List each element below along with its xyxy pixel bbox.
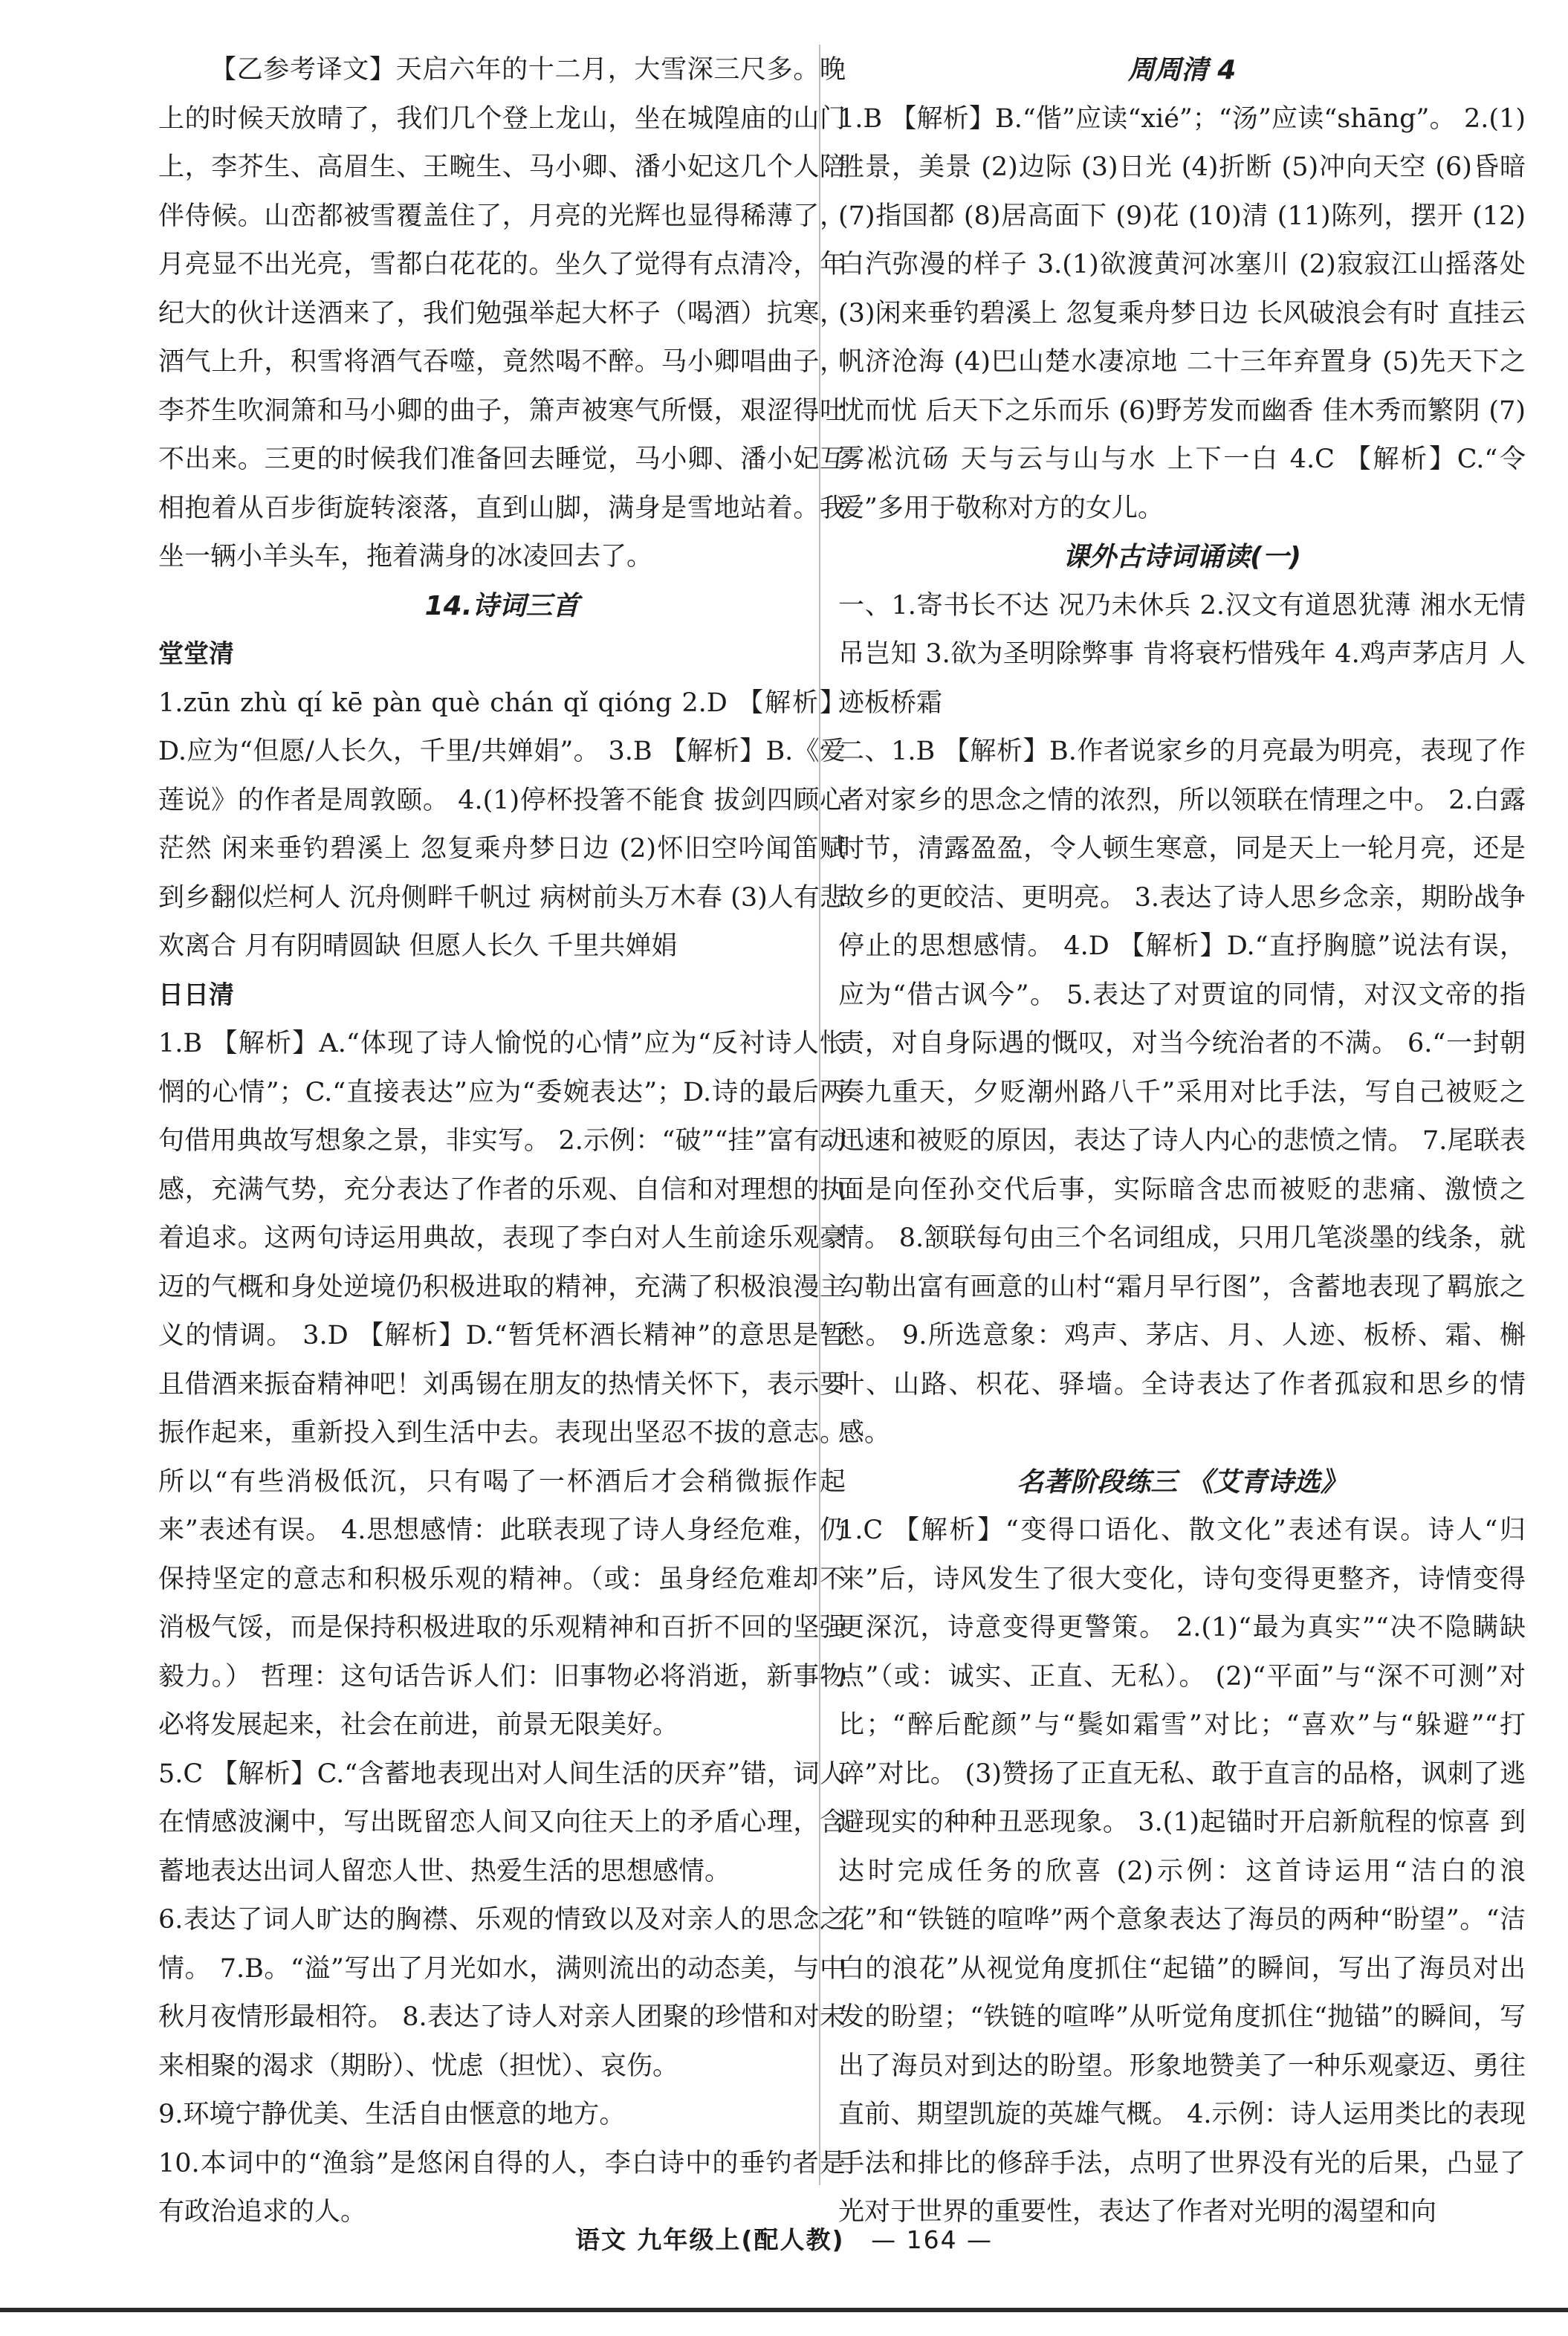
bottom-rule xyxy=(0,2308,1568,2312)
section-heading-ririqing: 日日清 xyxy=(158,980,234,1010)
translation-paragraph: 【乙参考译文】天启六年的十二月，大雪深三尺多。晚上的时候天放晴了，我们几个登上龙山，坐在城隍庙的山门上，李芥生、高眉生、王畹生、马小卿、潘小妃这几个人陪伴侍候。山峦都被雪覆盖住了，月亮的光辉也显得稀薄了，月亮显不出光亮，雪都白花花的。坐久了觉得有点清冷，年纪大的伙计送酒来了，我们勉强举起大杯子（喝酒）抗寒，酒气上升，积雪将酒气吞噬，竟然喝不醉。马小卿唱曲子，李芥生吹洞箫和马小卿的曲子，箫声被寒气所慑，艰涩得吐不出来。三更的时候我们准备回去睡觉，马小卿、潘小妃互相抱着从百步街旋转滚落，直到山脚，满身是雪地站着。我坐一辆小羊头车，拖着满身的冰凌回去了。 xyxy=(158,55,846,572)
right-column xyxy=(838,46,1526,2237)
answer-block: 1.B 【解析】B.“偕”应读“xié”；“汤”应读“shāng”。 2.(1)胜景，美景 (2)边际 (3)日光 (4)折断 (5)冲向天空 (6)昏暗 (7)指国都 (8)居高面下 (9)花 (10)清 (11)陈列，摆开 (12)白汽弥漫的样子 3.(1)欲渡黄河冰塞川 (2)寂寂江山摇落处 (3)闲来垂钓碧溪上 忽复乘舟梦日边 长风破浪会有时 直挂云帆济沧海 (4)巴山楚水凄凉地 二十三年弃置身 (5)先天下之忧而忧 后天下之乐而乐 (6)野芳发而幽香 佳木秀而繁阴 (7)雾凇沆砀 天与云与山与水 上下一白 4.C 【解析】C.“令爱”多用于敬称对方的女儿。 xyxy=(838,103,1526,523)
left-column xyxy=(158,46,846,2237)
answer-block: 5.C 【解析】C.“含蓄地表现出对人间生活的厌弃”错，词人在情感波澜中，写出既留恋人间又向往天上的矛盾心理，含蓄地表达出词人留恋人世、热爱生活的思想感情。 xyxy=(158,1759,846,1886)
answer-block: 9.环境宁静优美、生活自由惬意的地方。 xyxy=(158,2100,626,2129)
lesson-title: 14.诗词三首 xyxy=(424,590,580,621)
section-title-extracurricular-poems: 课外古诗词诵读(一) xyxy=(1063,542,1301,572)
answer-block: 10.本词中的“渔翁”是悠闲自得的人，李白诗中的垂钓者是有政治追求的人。 xyxy=(158,2148,846,2227)
section-title-zhouzhouqing: 周周清 4 xyxy=(1127,55,1237,85)
answer-block: 1.zūn zhù qí kē pàn què chán qǐ qióng 2.D 【解析】D.应为“但愿/人长久，千里/共婵娟”。 3.B 【解析】B.《爱莲说》的作者是周敦颐。 4.(1)停杯投箸不能食 拔剑四顾心茫然 闲来垂钓碧溪上 忽复乘舟梦日边 (2)怀旧空吟闻笛赋 到乡翻似烂柯人 沉舟侧畔千帆过 病树前头万木春 (3)人有悲欢离合 月有阴晴圆缺 但愿人长久 千里共婵娟 xyxy=(158,687,846,961)
page-number: — 164 — xyxy=(871,2225,994,2254)
section-title-classics-practice: 名著阶段练三 《艾青诗选》 xyxy=(1017,1466,1347,1498)
answer-block: 1.B 【解析】A.“体现了诗人愉悦的心情”应为“反衬诗人怅惘的心情”；C.“直接表达”应为“委婉表达”；D.诗的最后两句借用典故写想象之景，非实写。 2.示例：“破”“挂”富有动感，充满气势，充分表达了作者的乐观、自信和对理想的执着追求。这两句诗运用典故，表现了李白对人生前途乐观豪迈的气概和身处逆境仍积极进取的精神，充满了积极浪漫主义的情调。 3.D 【解析】D.“暂凭杯酒长精神”的意思是暂且借酒来振奋精神吧！刘禹锡在朋友的热情关怀下，表示要振作起来，重新投入到生活中去。表现出坚忍不拔的意志。所以“有些消极低沉，只有喝了一杯酒后才会稍微振作起来”表述有误。 4.思想感情：此联表现了诗人身经危难，仍保持坚定的意志和积极乐观的精神。（或：虽身经危难却不消极气馁，而是保持积极进取的乐观精神和百折不回的坚强毅力。） 哲理：这句话告诉人们：旧事物必将消逝，新事物必将发展起来，社会在前进，前景无限美好。 xyxy=(158,1029,846,1740)
section-heading-tangtangqing: 堂堂清 xyxy=(158,639,234,669)
answer-block: 一、1.寄书长不达 况乃未休兵 2.汉文有道恩犹薄 湘水无情吊岂知 3.欲为圣明除弊事 肯将衰朽惜残年 4.鸡声茅店月 人迹板桥霜 xyxy=(838,590,1526,718)
answer-block: 6.表达了词人旷达的胸襟、乐观的情致以及对亲人的思念之情。 7.B。“溢”写出了月光如水，满则流出的动态美，与中秋月夜情形最相符。 8.表达了诗人对亲人团聚的珍惜和对未来相聚的渴求（期盼）、忧虑（担忧）、哀伤。 xyxy=(158,1905,846,2081)
answer-block: 二、1.B 【解析】B.作者说家乡的月亮最为明亮，表现了作者对家乡的思念之情的浓烈，所以领联在情理之中。 2.白露时节，清露盈盈，令人顿生寒意，同是天上一轮月亮，还是故乡的更皎洁、更明亮。 3.表达了诗人思乡念亲，期盼战争停止的思想感情。 4.D 【解析】D.“直抒胸臆”说法有误，应为“借古讽今”。 5.表达了对贾谊的同情，对汉文帝的指责，对自身际遇的慨叹，对当今统治者的不满。 6.“一封朝奏九重天，夕贬潮州路八千”采用对比手法，写自己被贬之迅速和被贬的原因，表达了诗人内心的悲愤之情。 7.尾联表面是向侄孙交代后事，实际暗含忠而被贬的悲痛、激愤之情。 8.颔联每句由三个名词组成，只用几笔淡墨的线条，就勾勒出富有画意的山村“霜月早行图”，含蓄地表现了羁旅之愁。 9.所选意象：鸡声、茅店、月、人迹、板桥、霜、槲叶、山路、枳花、驿墙。全诗表达了作者孤寂和思乡的情感。 xyxy=(838,737,1526,1448)
answer-block: 1.C 【解析】“变得口语化、散文化”表述有误。诗人“归来”后，诗风发生了很大变化，诗句变得更整齐，诗情变得更深沉，诗意变得更警策。 2.(1)“最为真实”“决不隐瞒缺点”（或：诚实、正直、无私）。 (2)“平面”与“深不可测”对比；“醉后酡颜”与“鬓如霜雪”对比；“喜欢”与“躲避”“打碎”对比。 (3)赞扬了正直无私、敢于直言的品格，讽刺了逃避现实的种种丑恶现象。 3.(1)起锚时开启新航程的惊喜 到达时完成任务的欣喜 (2)示例：这首诗运用“洁白的浪花”和“铁链的喧哗”两个意象表达了海员的两种“盼望”。“洁白的浪花”从视觉角度抓住“起锚”的瞬间，写出了海员对出发的盼望；“铁链的喧哗”从听觉角度抓住“抛锚”的瞬间，写出了海员对到达的盼望。形象地赞美了一种乐观豪迈、勇往直前、期望凯旋的英雄气概。 4.示例：诗人运用类比的表现手法和排比的修辞手法，点明了世界没有光的后果，凸显了光对于世界的重要性，表达了作者对光明的渴望和向 xyxy=(838,1515,1526,2227)
footer-label: 语文 九年级上(配人教) xyxy=(574,2225,845,2254)
page-footer xyxy=(0,2221,1568,2256)
